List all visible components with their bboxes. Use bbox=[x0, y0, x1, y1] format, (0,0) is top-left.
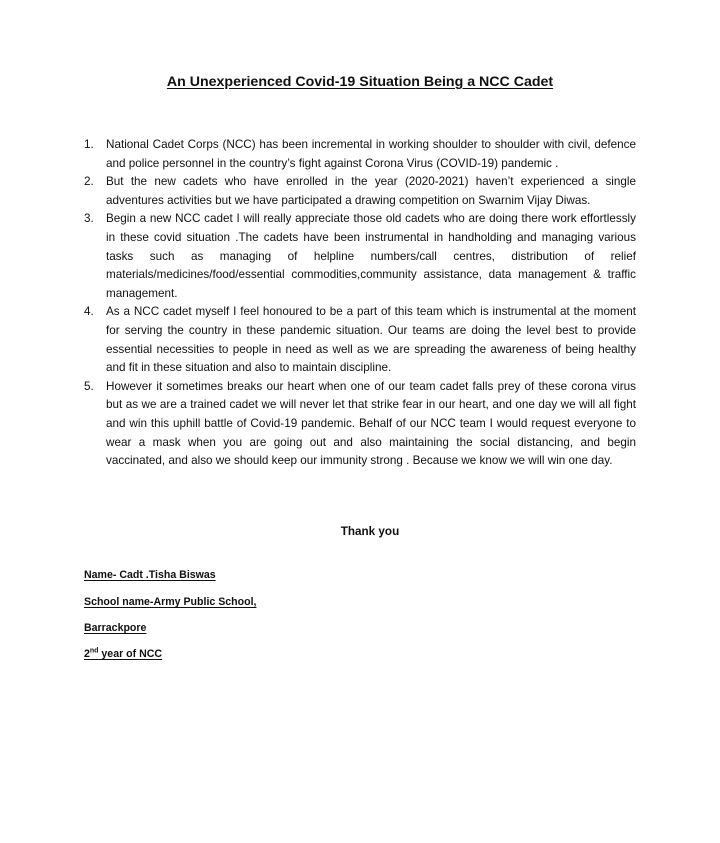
list-item-text: However it sometimes breaks our heart when one of our team cadet falls prey of these corona virus but as we are a trained cadet we will never let that strike fear in our heart, and one day we will all fight and win this uphill battle of Covid-19 pandemic. Behalf of our NCC team I would request everyone to wear a mask when you are going out and also maintaining the social distancing, and begin vaccinated, and also we should keep our immunity strong . Because we know we will win one day. bbox=[106, 379, 636, 468]
list-item-number: 4. bbox=[84, 305, 94, 319]
signature-school: School name-Army Public School, bbox=[84, 596, 257, 608]
list-item bbox=[84, 173, 636, 210]
list-item-text: But the new cadets who have enrolled in the year (2020-2021) haven’t experienced a single adventures activities but we have participated a drawing competition on Swarnim Vijay Diwas. bbox=[106, 175, 636, 207]
list-item-number: 5. bbox=[84, 379, 94, 393]
signature-year bbox=[84, 648, 162, 660]
list-item-number: 1. bbox=[84, 138, 94, 151]
list-item-text: As a NCC cadet myself I feel honoured to be a part of this team which is instrumental at the moment for serving the country in these pandemic situation. Our teams are doing the level best to provide essential necessities to people in need as well as we are spreading the awareness of being healthy and fit in these situation and also to maintain discipline. bbox=[106, 305, 636, 375]
closing-text: Thank you bbox=[340, 525, 400, 538]
list-item bbox=[84, 136, 636, 173]
list-item-text: National Cadet Corps (NCC) has been incremental in working shoulder to shoulder with civil, defence and police personnel in the country’s fight against Corona Virus (COVID-19) pandemic . bbox=[106, 138, 636, 170]
year-number: 2 bbox=[84, 648, 90, 660]
list-item bbox=[84, 210, 636, 303]
document-title: An Unexperienced Covid-19 Situation Being a NCC Cadet bbox=[166, 74, 554, 90]
signature-place: Barrackpore bbox=[84, 622, 147, 634]
list-item bbox=[84, 378, 636, 471]
list-item bbox=[84, 303, 636, 377]
list-item-number: 3. bbox=[84, 212, 94, 226]
list-item-text: Begin a new NCC cadet I will really appreciate those old cadets who are doing there work effortlessly in these covid situation .The cadets have been instrumental in handholding and managing various tasks such as managing of helpline numbers/call centres, distribution of relief materials/medicines/food/essential commodities,community assistance, data management & traffic management. bbox=[106, 212, 636, 300]
year-text: year of NCC bbox=[98, 648, 163, 660]
signature-name: Name- Cadt .Tisha Biswas bbox=[84, 569, 216, 581]
numbered-list bbox=[84, 136, 636, 471]
list-item-number: 2. bbox=[84, 175, 94, 189]
year-ordinal-suffix: nd bbox=[89, 647, 99, 655]
